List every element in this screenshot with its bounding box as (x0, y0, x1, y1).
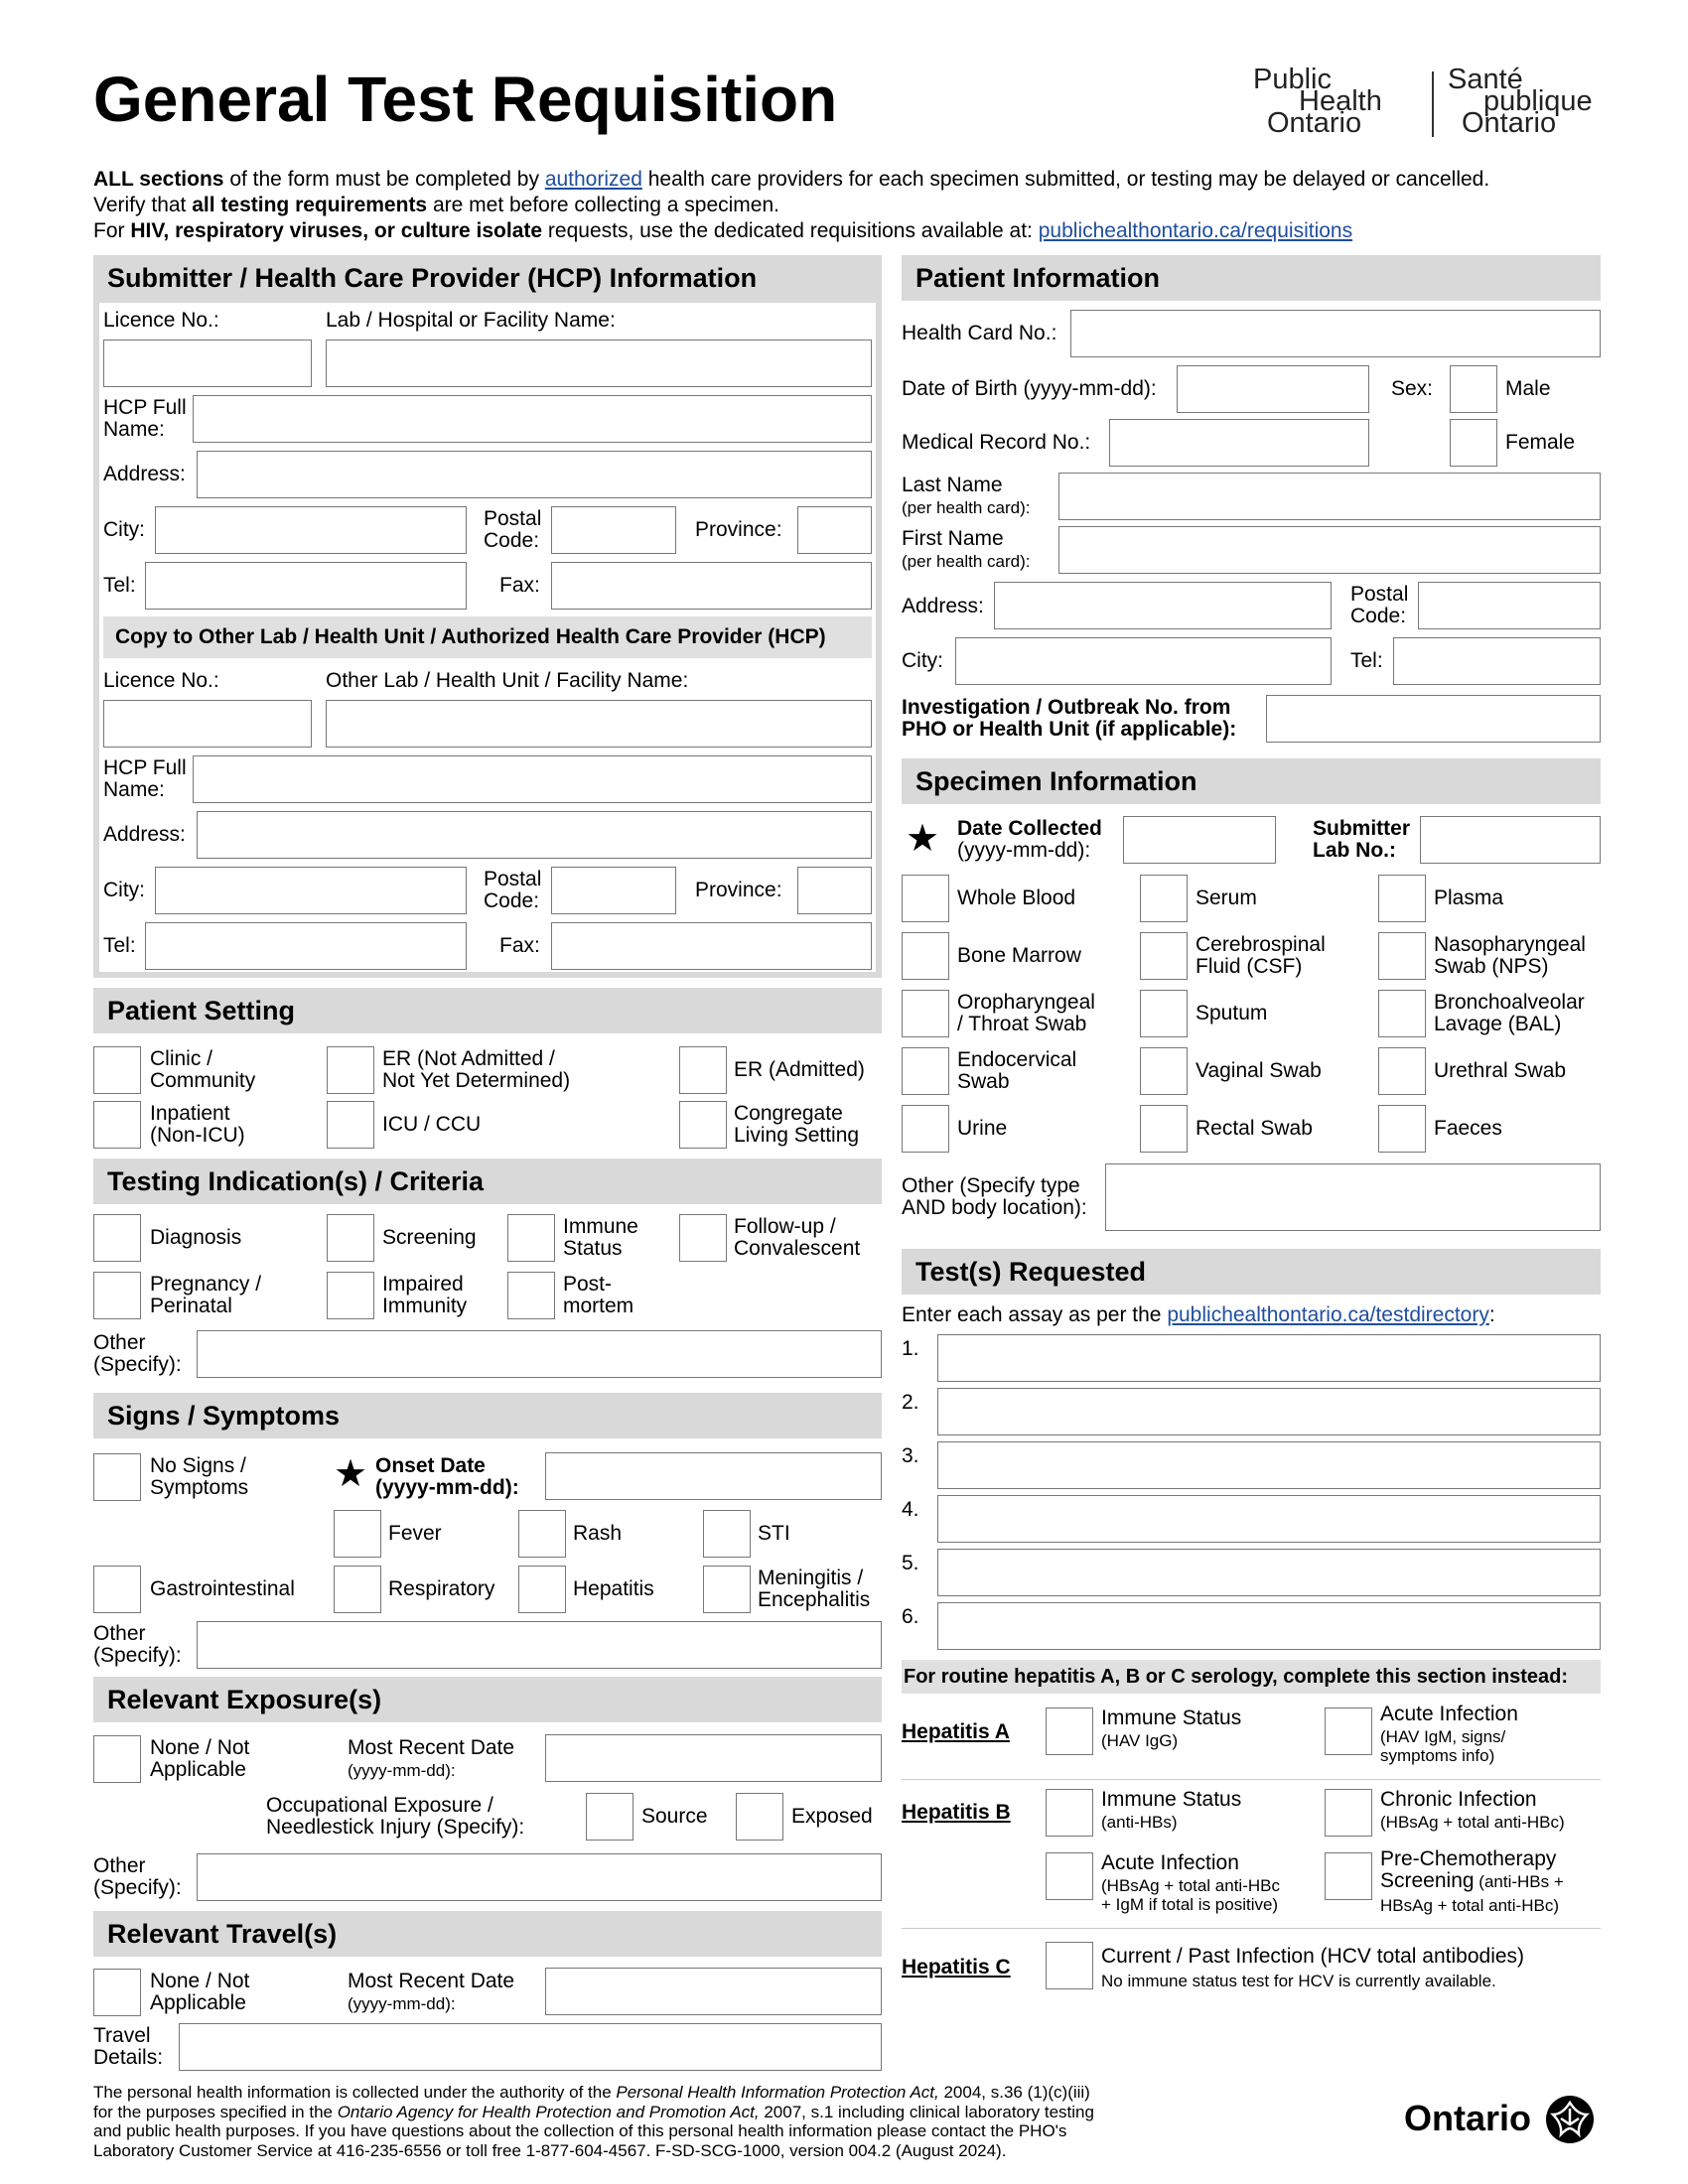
sti-label: STI (758, 1522, 790, 1545)
bone-marrow-checkbox[interactable] (902, 932, 949, 980)
date-collected-label: Date Collected (957, 817, 1102, 840)
trillium-icon (1545, 2095, 1595, 2144)
icu-label: ICU / CCU (382, 1113, 482, 1136)
mrn-field[interactable] (1109, 419, 1369, 467)
logo-text: publique (1483, 85, 1593, 117)
female-label: Female (1505, 431, 1576, 454)
copy-hcp-label: HCP Full Name: (103, 756, 187, 801)
province-label: Province: (695, 518, 782, 541)
sex-label: Sex: (1391, 377, 1434, 400)
travel-none-label: None / Not Applicable (150, 1970, 250, 2014)
intro-text: For (93, 219, 131, 242)
faeces-label: Faeces (1434, 1117, 1502, 1140)
gi-checkbox[interactable] (93, 1566, 141, 1613)
diagnosis-label: Diagnosis (150, 1226, 242, 1249)
patient-address-label: Address: (902, 595, 984, 617)
clinic-label: Clinic / Community (150, 1047, 256, 1092)
footer-text: and public health purposes. If you have questions about the collection of this personal health information please contact the PHO's (93, 2121, 1067, 2140)
divider (902, 1779, 1601, 1780)
footer-text: The personal health information is collected under the authority of the (93, 2083, 617, 2102)
pregnancy-label: Pregnancy / Perinatal (150, 1273, 262, 1317)
copy-address-field[interactable] (197, 811, 872, 859)
congregate-checkbox[interactable] (679, 1101, 727, 1149)
rectal-checkbox[interactable] (1140, 1105, 1188, 1153)
submitter-title: Submitter / Health Care Provider (HCP) Information (107, 263, 758, 293)
hep-b-acute-sub: (HBsAg + total anti-HBc + IgM if total is positive) (1101, 1876, 1280, 1914)
footer-text: 2007, s.1 including clinical laboratory testing (759, 2102, 1094, 2121)
tests-header: Test(s) Requested (902, 1249, 1601, 1295)
source-label: Source (641, 1805, 708, 1828)
hep-b-immune-checkbox[interactable] (1046, 1789, 1093, 1837)
logo-text: Public (1253, 64, 1332, 95)
divider (902, 1928, 1601, 1929)
serum-checkbox[interactable] (1140, 875, 1188, 922)
er-not-admitted-label: ER (Not Admitted / Not Yet Determined) (382, 1047, 571, 1092)
testdirectory-link[interactable]: publichealthontario.ca/testdirectory (1167, 1303, 1489, 1326)
urine-checkbox[interactable] (902, 1105, 949, 1153)
test-4-field[interactable] (937, 1495, 1601, 1543)
patient-tel-field[interactable] (1393, 637, 1601, 685)
er-admitted-checkbox[interactable] (679, 1046, 727, 1094)
first-name-field[interactable] (1058, 526, 1601, 574)
copy-hcp-field[interactable] (193, 755, 872, 803)
hep-b-chemo-text: Pre-Chemotherapy Screening (1380, 1847, 1557, 1892)
hepatitis-a-label: Hepatitis A (902, 1720, 1010, 1743)
postmortem-label: Post- mortem (563, 1273, 634, 1317)
lab-label: Lab / Hospital or Facility Name: (326, 309, 616, 332)
hep-b-acute-label: Acute Infection (1101, 1851, 1239, 1874)
ontario-wordmark: Ontario (1404, 2098, 1532, 2138)
test-number: 4. (902, 1498, 919, 1521)
tel-label: Tel: (103, 574, 136, 597)
province-field[interactable] (797, 506, 872, 554)
endocervical-checkbox[interactable] (902, 1047, 949, 1095)
hep-a-immune-sub: (HAV IgG) (1101, 1731, 1179, 1750)
fever-label: Fever (388, 1522, 442, 1545)
intro-text: are met before collecting a specimen. (427, 194, 779, 216)
copy-city-label: City: (103, 879, 145, 901)
no-signs-checkbox[interactable] (93, 1453, 141, 1501)
immune-status-checkbox[interactable] (507, 1214, 555, 1262)
city-label: City: (103, 518, 145, 541)
rectal-label: Rectal Swab (1196, 1117, 1313, 1140)
fax-field[interactable] (551, 562, 872, 610)
intro-bold: all testing requirements (192, 194, 428, 216)
fax-label: Fax: (499, 574, 540, 597)
hep-a-immune-checkbox[interactable] (1046, 1707, 1093, 1755)
copy-title: Copy to Other Lab / Health Unit / Authorized Health Care Provider (HCP) (103, 616, 872, 658)
exposure-other-field[interactable] (197, 1853, 882, 1901)
hcp-name-field[interactable] (193, 395, 872, 443)
patient-city-field[interactable] (955, 637, 1332, 685)
logo-text: Ontario (1462, 107, 1557, 139)
footer-text: 2004, s.36 (1)(c)(iii) (938, 2083, 1090, 2102)
signs-header: Signs / Symptoms (93, 1393, 882, 1438)
urine-label: Urine (957, 1117, 1008, 1140)
specimen-other-field[interactable] (1105, 1163, 1601, 1231)
tests-instruction-text: Enter each assay as per the (902, 1303, 1168, 1326)
inpatient-label: Inpatient (Non-ICU) (150, 1102, 245, 1147)
hep-a-immune-label: Immune Status (1101, 1706, 1242, 1729)
copy-tel-field[interactable] (145, 922, 467, 970)
copy-address-label: Address: (103, 823, 186, 846)
respiratory-label: Respiratory (388, 1577, 495, 1600)
privacy-notice (93, 2083, 1384, 2160)
tests-colon: : (1488, 1303, 1495, 1326)
hep-c-checkbox[interactable] (1046, 1942, 1093, 1989)
dob-label: Date of Birth (yyyy-mm-dd): (902, 377, 1157, 400)
screening-label: Screening (382, 1226, 477, 1249)
urethral-label: Urethral Swab (1434, 1059, 1567, 1082)
intro-text: health care providers for each specimen submitted, or testing may be delayed or cancelled. (641, 168, 1490, 191)
bal-checkbox[interactable] (1378, 990, 1426, 1037)
urethral-checkbox[interactable] (1378, 1047, 1426, 1095)
copy-city-field[interactable] (155, 867, 467, 914)
copy-province-field[interactable] (797, 867, 872, 914)
licence-label: Licence No.: (103, 309, 219, 332)
copy-lab-label: Other Lab / Health Unit / Facility Name: (326, 669, 689, 692)
oropharyngeal-label: Oropharyngeal / Throat Swab (957, 991, 1095, 1035)
patient-tel-label: Tel: (1350, 649, 1383, 672)
footer-text: Laboratory Customer Service at 416-235-6556 or toll free 1-877-604-4567. F-SD-SCG-1000, version 004.2 (August 2024). (93, 2140, 1007, 2160)
intro-text: Verify that (93, 194, 193, 216)
occupational-label: Occupational Exposure / Needlestick Injury (Specify): (266, 1794, 525, 1839)
onset-date-label: Onset Date (yyyy-mm-dd): (375, 1454, 519, 1499)
hepatitis-header: For routine hepatitis A, B or C serology, complete this section instead: (902, 1660, 1601, 1694)
pregnancy-checkbox[interactable] (93, 1272, 141, 1319)
footer-text: for the purposes specified in the (93, 2102, 338, 2121)
hep-c-label: Current / Past Infection (HCV total antibodies) (1101, 1945, 1525, 1968)
hepatitis-b-label: Hepatitis B (902, 1801, 1011, 1824)
plasma-checkbox[interactable] (1378, 875, 1426, 922)
whole-blood-label: Whole Blood (957, 887, 1076, 909)
copy-licence-label: Licence No.: (103, 669, 219, 692)
copy-province-label: Province: (695, 879, 782, 901)
address-field[interactable] (197, 451, 872, 498)
postal-field[interactable] (551, 506, 676, 554)
mrn-label: Medical Record No.: (902, 431, 1091, 454)
sti-checkbox[interactable] (703, 1510, 751, 1558)
gi-label: Gastrointestinal (150, 1577, 295, 1600)
test-5-field[interactable] (937, 1549, 1601, 1596)
clinic-checkbox[interactable] (93, 1046, 141, 1094)
patient-city-label: City: (902, 649, 943, 672)
endocervical-label: Endocervical Swab (957, 1048, 1077, 1093)
copy-licence-field[interactable] (103, 700, 312, 748)
footer-act: Personal Health Information Protection Act, (616, 2083, 939, 2102)
fever-checkbox[interactable] (334, 1510, 381, 1558)
sputum-label: Sputum (1196, 1002, 1268, 1024)
hep-b-chronic-label: Chronic Infection (1380, 1788, 1537, 1811)
pho-logo (1253, 64, 1611, 141)
test-number: 5. (902, 1552, 919, 1574)
date-collected-format: (yyyy-mm-dd): (957, 839, 1091, 862)
followup-label: Follow-up / Convalescent (734, 1215, 861, 1260)
specimen-other-label: Other (Specify type AND body location): (902, 1174, 1087, 1219)
impaired-checkbox[interactable] (327, 1272, 374, 1319)
first-name-label: First Name (902, 527, 1004, 550)
exposure-date-field[interactable] (545, 1734, 882, 1782)
intro-text: of the form must be completed by (223, 168, 545, 191)
patient-info-header: Patient Information (902, 255, 1601, 301)
health-card-label: Health Card No.: (902, 322, 1057, 344)
exposure-none-label: None / Not Applicable (150, 1736, 250, 1781)
rash-label: Rash (573, 1522, 623, 1545)
intro-text (93, 167, 1642, 244)
nps-checkbox[interactable] (1378, 932, 1426, 980)
travel-details-field[interactable] (179, 2023, 882, 2071)
test-number: 2. (902, 1391, 919, 1414)
submitter-lab-label: Submitter Lab No.: (1313, 817, 1411, 862)
signs-other-label: Other (Specify): (93, 1622, 182, 1667)
source-checkbox[interactable] (586, 1793, 633, 1841)
postmortem-checkbox[interactable] (507, 1272, 555, 1319)
hep-b-chemo-sub: (anti-HBs + (1474, 1872, 1564, 1891)
serum-label: Serum (1196, 887, 1257, 909)
exposed-checkbox[interactable] (736, 1793, 783, 1841)
licence-field[interactable] (103, 340, 312, 387)
copy-fax-field[interactable] (551, 922, 872, 970)
travel-date-label: Most Recent Date (348, 1970, 515, 1992)
hep-b-chemo-sub2: HBsAg + total anti-HBc) (1380, 1896, 1559, 1915)
hep-b-acute-checkbox[interactable] (1046, 1852, 1093, 1900)
bone-marrow-label: Bone Marrow (957, 944, 1081, 967)
female-checkbox[interactable] (1450, 419, 1497, 467)
exposed-label: Exposed (791, 1805, 873, 1828)
no-signs-label: No Signs / Symptoms (150, 1454, 249, 1499)
followup-checkbox[interactable] (679, 1214, 727, 1262)
intro-text: requests, use the dedicated requisitions available at: (542, 219, 1039, 242)
investigation-label: Investigation / Outbreak No. from PHO or Health Unit (if applicable): (902, 696, 1237, 741)
hep-b-chemo-checkbox[interactable] (1325, 1852, 1372, 1900)
tests-instruction (902, 1304, 1495, 1326)
exposure-other-label: Other (Specify): (93, 1854, 182, 1899)
intro-bold: HIV, respiratory viruses, or culture isolate (130, 219, 543, 242)
hep-b-immune-sub: (anti-HBs) (1101, 1813, 1178, 1832)
rash-checkbox[interactable] (518, 1510, 566, 1558)
test-number: 6. (902, 1605, 919, 1628)
meningitis-checkbox[interactable] (703, 1566, 751, 1613)
indication-header: Testing Indication(s) / Criteria (93, 1159, 882, 1204)
er-admitted-label: ER (Admitted) (734, 1058, 865, 1081)
hep-b-immune-label: Immune Status (1101, 1788, 1242, 1811)
hep-a-acute-checkbox[interactable] (1325, 1707, 1372, 1755)
patient-postal-field[interactable] (1418, 582, 1601, 629)
date-collected-field[interactable] (1123, 816, 1276, 864)
hep-b-chronic-sub: (HBsAg + total anti-HBc) (1380, 1813, 1565, 1832)
test-1-field[interactable] (937, 1334, 1601, 1382)
last-name-sub: (per health card): (902, 498, 1031, 517)
postal-label: Postal Code: (484, 507, 542, 552)
logo-text: Health (1299, 85, 1382, 117)
specimen-header: Specimen Information (902, 758, 1601, 804)
city-field[interactable] (155, 506, 467, 554)
male-label: Male (1505, 377, 1551, 400)
patient-address-field[interactable] (994, 582, 1332, 629)
exposure-date-label: Most Recent Date (348, 1736, 515, 1759)
nps-label: Nasopharyngeal Swab (NPS) (1434, 933, 1586, 978)
congregate-label: Congregate Living Setting (734, 1102, 860, 1147)
indication-other-field[interactable] (197, 1330, 882, 1378)
csf-checkbox[interactable] (1140, 932, 1188, 980)
authorized-link[interactable]: authorized (544, 168, 642, 191)
vaginal-checkbox[interactable] (1140, 1047, 1188, 1095)
tel-field[interactable] (145, 562, 467, 610)
page-title: General Test Requisition (93, 64, 838, 135)
investigation-field[interactable] (1266, 695, 1601, 743)
hepatitis-c-label: Hepatitis C (902, 1956, 1011, 1979)
hcp-name-label: HCP Full Name: (103, 396, 187, 441)
test-6-field[interactable] (937, 1602, 1601, 1650)
screening-checkbox[interactable] (327, 1214, 374, 1262)
whole-blood-checkbox[interactable] (902, 875, 949, 922)
hep-c-note: No immune status test for HCV is currently available. (1101, 1972, 1496, 1990)
icu-checkbox[interactable] (327, 1101, 374, 1149)
er-not-admitted-checkbox[interactable] (327, 1046, 374, 1094)
exposure-header: Relevant Exposure(s) (93, 1677, 882, 1722)
csf-label: Cerebrospinal Fluid (CSF) (1196, 933, 1326, 978)
copy-fax-label: Fax: (499, 934, 540, 957)
inpatient-checkbox[interactable] (93, 1101, 141, 1149)
test-number: 3. (902, 1444, 919, 1467)
travel-header: Relevant Travel(s) (93, 1911, 882, 1957)
signs-other-field[interactable] (197, 1621, 882, 1669)
diagnosis-checkbox[interactable] (93, 1214, 141, 1262)
hepatitis-label: Hepatitis (573, 1577, 654, 1600)
logo-text: Santé (1448, 64, 1523, 95)
sputum-checkbox[interactable] (1140, 990, 1188, 1037)
travel-details-label: Travel Details: (93, 2024, 164, 2069)
exposure-none-checkbox[interactable] (93, 1735, 141, 1783)
exposure-date-format: (yyyy-mm-dd): (348, 1761, 456, 1780)
copy-postal-field[interactable] (551, 867, 676, 914)
health-card-field[interactable] (1070, 310, 1601, 357)
bal-label: Bronchoalveolar Lavage (BAL) (1434, 991, 1585, 1035)
first-name-sub: (per health card): (902, 552, 1031, 571)
male-checkbox[interactable] (1450, 365, 1497, 413)
lab-name-field[interactable] (326, 340, 872, 387)
hep-a-acute-label: Acute Infection (1380, 1703, 1518, 1725)
hepatitis-checkbox[interactable] (518, 1566, 566, 1613)
intro-bold: ALL sections (93, 168, 224, 191)
last-name-label: Last Name (902, 474, 1003, 496)
plasma-label: Plasma (1434, 887, 1504, 909)
test-number: 1. (902, 1337, 919, 1360)
requisitions-link[interactable]: publichealthontario.ca/requisitions (1038, 219, 1353, 242)
oropharyngeal-checkbox[interactable] (902, 990, 949, 1037)
copy-lab-field[interactable] (326, 700, 872, 748)
star-icon: ★ (906, 818, 940, 860)
last-name-field[interactable] (1058, 473, 1601, 520)
patient-setting-header: Patient Setting (93, 988, 882, 1033)
indication-other-label: Other (Specify): (93, 1331, 182, 1376)
vaginal-label: Vaginal Swab (1196, 1059, 1322, 1082)
travel-date-format: (yyyy-mm-dd): (348, 1994, 456, 2013)
hep-b-chemo-label (1380, 1848, 1564, 1892)
hep-b-chronic-checkbox[interactable] (1325, 1789, 1372, 1837)
logo-text: Ontario (1267, 107, 1362, 139)
address-label: Address: (103, 463, 186, 485)
impaired-label: Impaired Immunity (382, 1273, 468, 1317)
footer-act: Ontario Agency for Health Protection and Promotion Act, (337, 2102, 760, 2121)
hep-a-acute-sub: (HAV IgM, signs/ symptoms info) (1380, 1727, 1506, 1765)
faeces-checkbox[interactable] (1378, 1105, 1426, 1153)
travel-none-checkbox[interactable] (93, 1969, 141, 2016)
star-icon: ★ (334, 1453, 368, 1495)
test-3-field[interactable] (937, 1441, 1601, 1489)
submitter-lab-field[interactable] (1420, 816, 1601, 864)
onset-date-field[interactable] (545, 1452, 882, 1500)
respiratory-checkbox[interactable] (334, 1566, 381, 1613)
travel-date-field[interactable] (545, 1968, 882, 2015)
copy-tel-label: Tel: (103, 934, 136, 957)
logo-divider (1432, 71, 1434, 137)
dob-field[interactable] (1177, 365, 1369, 413)
test-2-field[interactable] (937, 1388, 1601, 1435)
patient-postal-label: Postal Code: (1350, 583, 1409, 627)
meningitis-label: Meningitis / Encephalitis (758, 1567, 871, 1611)
immune-status-label: Immune Status (563, 1215, 638, 1260)
copy-postal-label: Postal Code: (484, 868, 542, 912)
